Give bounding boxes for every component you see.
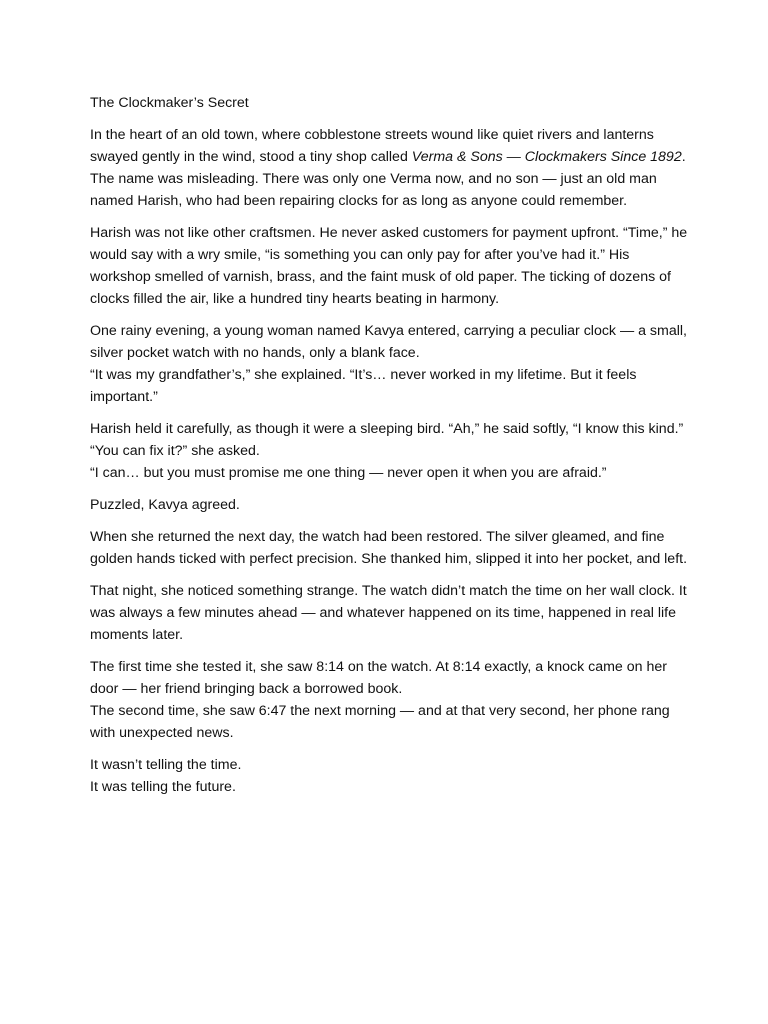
paragraph-9-line-2: It was telling the future. bbox=[90, 779, 236, 795]
paragraph-8-line-2: The second time, she saw 6:47 the next morning — and at that very second, her phone rang with unexpected news. bbox=[90, 703, 670, 741]
paragraph-4-line-1: Harish held it carefully, as though it were a sleeping bird. “Ah,” he said softly, “I know this kind.” bbox=[90, 421, 684, 437]
paragraph-8 bbox=[90, 656, 690, 744]
paragraph-9-line-1: It wasn’t telling the time. bbox=[90, 757, 242, 773]
paragraph-4 bbox=[90, 418, 690, 484]
paragraph-9 bbox=[90, 754, 690, 798]
paragraph-3-line-1: One rainy evening, a young woman named Kavya entered, carrying a peculiar clock — a small, silver pocket watch with no hands, only a blank face. bbox=[90, 323, 687, 361]
paragraph-1-intro: In the heart of an old town, where cobblestone streets wound like quiet rivers and lanterns swayed gently in the wind, stood a tiny shop called bbox=[90, 127, 654, 165]
paragraph-4-line-3: “I can… but you must promise me one thing — never open it when you are afraid.” bbox=[90, 465, 607, 481]
paragraph-3-line-2: “It was my grandfather’s,” she explained. “It’s… never worked in my lifetime. But it feels important.” bbox=[90, 367, 637, 405]
document-page bbox=[90, 92, 690, 808]
paragraph-3 bbox=[90, 320, 690, 408]
paragraph-1 bbox=[90, 124, 690, 212]
paragraph-1-end: . bbox=[681, 149, 686, 165]
paragraph-6: When she returned the next day, the watch had been restored. The silver gleamed, and fine golden hands ticked with perfect precision. She thanked him, slipped it into her pocket, and left. bbox=[90, 529, 688, 567]
paragraph-2: Harish was not like other craftsmen. He never asked customers for payment upfront. “Time,” he would say with a wry smile, “is something you can only pay for after you’ve had it.” His workshop smelled of varnish, brass, and the faint musk of old paper. The ticking of dozens of clocks filled the air, like a hundred tiny hearts beating in harmony. bbox=[90, 225, 688, 307]
paragraph-7: That night, she noticed something strange. The watch didn’t match the time on her wall clock. It was always a few minutes ahead — and whatever happened on its time, happened in real life moments later. bbox=[90, 583, 687, 643]
shop-name: Verma & Sons — Clockmakers Since 1892 bbox=[411, 149, 682, 165]
paragraph-5: Puzzled, Kavya agreed. bbox=[90, 497, 240, 513]
paragraph-8-line-1: The first time she tested it, she saw 8:14 on the watch. At 8:14 exactly, a knock came on her door — her friend bringing back a borrowed book. bbox=[90, 659, 667, 697]
paragraph-1-line-2: The name was misleading. There was only one Verma now, and no son — just an old man named Harish, who had been repairing clocks for as long as anyone could remember. bbox=[90, 171, 657, 209]
paragraph-4-line-2: “You can fix it?” she asked. bbox=[90, 443, 260, 459]
document-title: The Clockmaker’s Secret bbox=[90, 95, 249, 111]
